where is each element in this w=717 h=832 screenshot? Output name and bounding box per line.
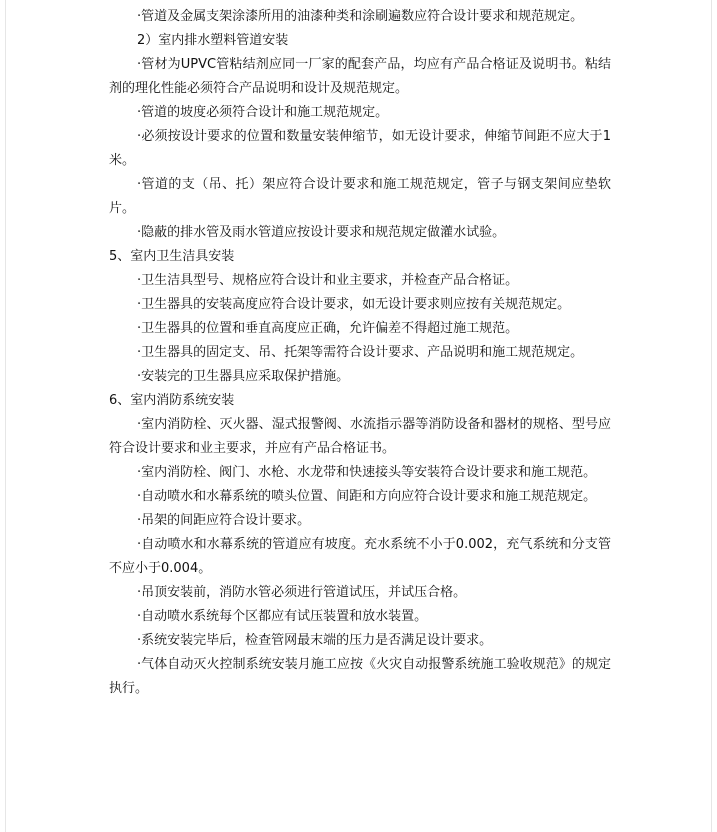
page-edge-right xyxy=(711,0,712,832)
paragraph: ·自动喷水和水幕系统的管道应有坡度。充水系统不小于0.002，充气系统和分支管不应小于0.004。 xyxy=(109,537,611,576)
document-body xyxy=(109,5,611,701)
page-edge-left xyxy=(5,0,6,832)
paragraph: ·室内消防栓、阀门、水枪、水龙带和快速接头等安装符合设计要求和施工规范。 xyxy=(137,465,597,480)
paragraph: ·系统安装完毕后，检查管网最末端的压力是否满足设计要求。 xyxy=(137,633,493,648)
section-heading: 5、室内卫生洁具安装 xyxy=(109,249,235,264)
paragraph: ·室内消防栓、灭火器、湿式报警阀、水流指示器等消防设备和器材的规格、型号应符合设计要求和业主要求，并应有产品合格证书。 xyxy=(109,417,611,456)
paragraph: ·卫生洁具型号、规格应符合设计和业主要求，并检查产品合格证。 xyxy=(137,273,519,288)
paragraph: ·卫生器具的固定支、吊、托架等需符合设计要求、产品说明和施工规范规定。 xyxy=(137,345,584,360)
paragraph: ·管道及金属支架涂漆所用的油漆种类和涂刷遍数应符合设计要求和规范规定。 xyxy=(137,9,584,24)
paragraph: ·管材为UPVC管粘结剂应同一厂家的配套产品，均应有产品合格证及说明书。粘结剂的理化性能必须符合产品说明和设计及规范规定。 xyxy=(109,57,611,96)
section-heading: 6、室内消防系统安装 xyxy=(109,393,235,408)
paragraph: ·管道的坡度必须符合设计和施工规范规定。 xyxy=(137,105,389,120)
paragraph: ·卫生器具的安装高度应符合设计要求，如无设计要求则应按有关规范规定。 xyxy=(137,297,571,312)
paragraph: ·自动喷水和水幕系统的喷头位置、间距和方向应符合设计要求和施工规范规定。 xyxy=(137,489,597,504)
subsection-heading: 2）室内排水塑料管道安装 xyxy=(137,33,289,48)
paragraph: ·安装完的卫生器具应采取保护措施。 xyxy=(137,369,350,384)
paragraph: ·卫生器具的位置和垂直高度应正确，允许偏差不得超过施工规范。 xyxy=(137,321,519,336)
paragraph: ·吊顶安装前，消防水管必须进行管道试压，并试压合格。 xyxy=(137,585,467,600)
paragraph: ·必须按设计要求的位置和数量安装伸缩节，如无设计要求，伸缩节间距不应大于1米。 xyxy=(109,129,611,168)
paragraph: ·自动喷水系统每个区都应有试压装置和放水装置。 xyxy=(137,609,428,624)
paragraph: ·隐蔽的排水管及雨水管道应按设计要求和规范规定做灌水试验。 xyxy=(137,225,506,240)
paragraph: ·管道的支（吊、托）架应符合设计要求和施工规范规定，管子与钢支架间应垫软片。 xyxy=(109,177,611,216)
paragraph: ·气体自动灭火控制系统安装月施工应按《火灾自动报警系统施工验收规范》的规定执行。 xyxy=(109,657,611,696)
paragraph: ·吊架的间距应符合设计要求。 xyxy=(137,513,311,528)
